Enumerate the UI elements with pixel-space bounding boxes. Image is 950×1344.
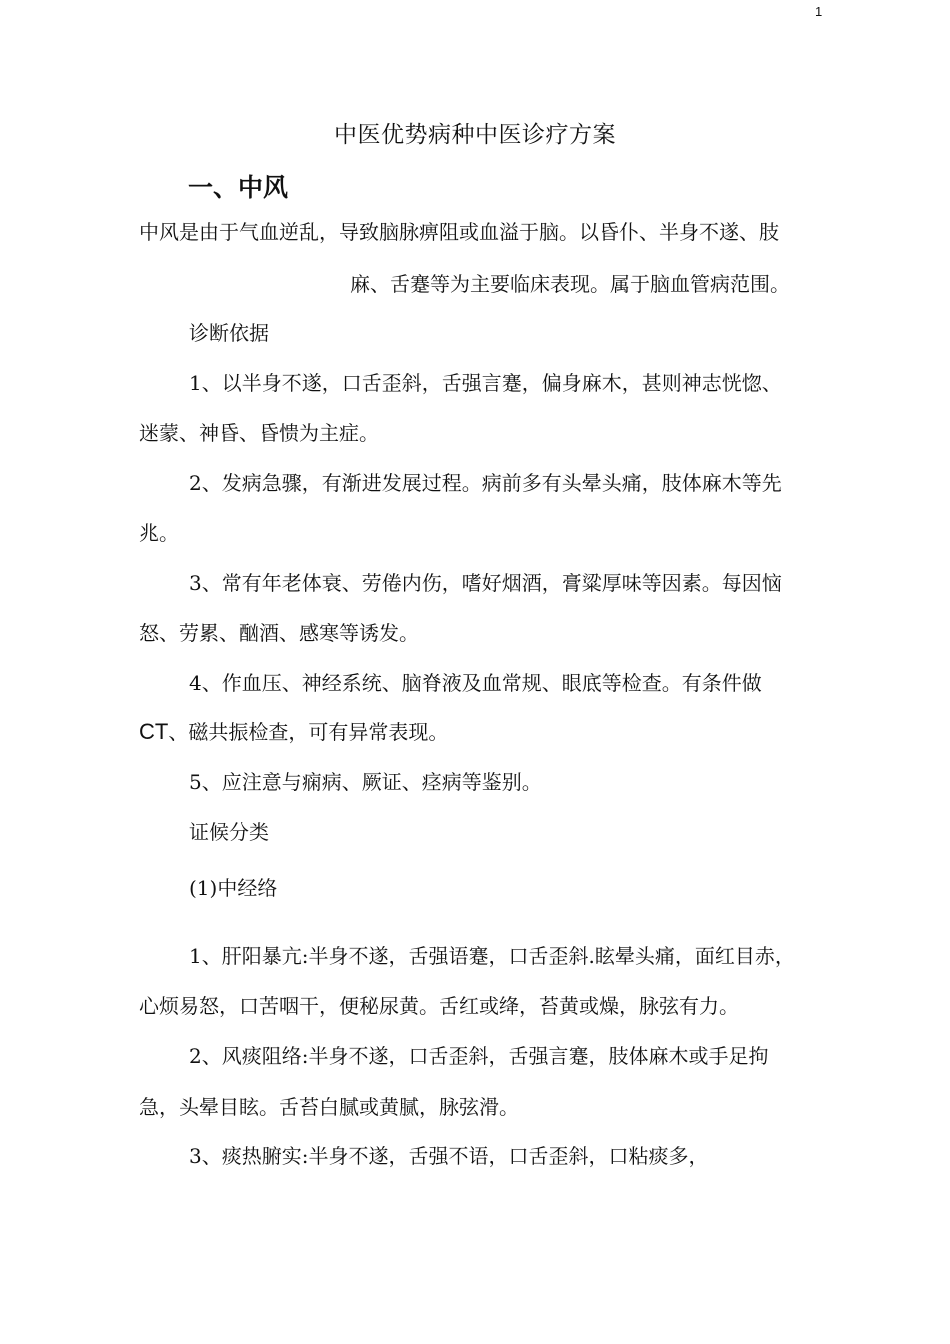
section-heading: 一、中风 — [188, 173, 289, 202]
intro-line-1: 中风是由于气血逆乱，导致脑脉痹阻或血溢于脑。以昏仆、半身不遂、肢 — [139, 220, 779, 244]
page-number: 1 — [815, 4, 823, 19]
diagnosis-item-3-line-2: 怒、劳累、酗酒、感寒等诱发。 — [139, 621, 419, 645]
diagnosis-item-2-line-2: 兆。 — [139, 521, 179, 545]
syndrome-item-2-line-1: 2、风痰阻络:半身不遂，口舌歪斜，舌强言蹇，肢体麻木或手足拘 — [189, 1044, 769, 1068]
syndrome-subheading: (1)中经络 — [189, 876, 278, 900]
syndrome-item-2-line-2: 急，头晕目眩。舌苔白腻或黄腻，脉弦滑。 — [139, 1095, 519, 1119]
diagnosis-heading: 诊断依据 — [189, 321, 269, 345]
document-title: 中医优势病种中医诊疗方案 — [334, 122, 616, 148]
syndrome-heading: 证候分类 — [189, 820, 269, 844]
intro-line-2: 麻、舌蹇等为主要临床表现。属于脑血管病范围。 — [350, 272, 790, 296]
ct-abbreviation: CT — [139, 719, 169, 744]
syndrome-item-1-line-2: 心烦易怒，口苦咽干，便秘尿黄。舌红或绛，苔黄或燥，脉弦有力。 — [139, 994, 739, 1018]
syndrome-item-3-line-1: 3、痰热腑实:半身不遂，舌强不语，口舌歪斜，口粘痰多， — [189, 1144, 709, 1168]
diagnosis-item-4-line-1: 4、作血压、神经系统、脑脊液及血常规、眼底等检查。有条件做 — [189, 671, 762, 695]
diagnosis-item-1-line-2: 迷蒙、神昏、昏愦为主症。 — [139, 421, 379, 445]
diagnosis-item-5: 5、应注意与痫病、厥证、痉病等鉴别。 — [189, 770, 542, 794]
diagnosis-item-2-line-1: 2、发病急骤，有渐进发展过程。病前多有头晕头痛，肢体麻木等先 — [189, 471, 782, 495]
diagnosis-item-3-line-1: 3、常有年老体衰、劳倦内伤，嗜好烟酒，膏粱厚味等因素。每因恼 — [189, 571, 782, 595]
diagnosis-item-1-line-1: 1、以半身不遂，口舌歪斜，舌强言蹇，偏身麻木，甚则神志恍惚、 — [189, 371, 782, 395]
diagnosis-item-4-line-2 — [139, 718, 448, 746]
syndrome-item-1-line-1: 1、肝阳暴亢:半身不遂，舌强语蹇，口舌歪斜.眩晕头痛，面红目赤， — [189, 944, 795, 968]
diagnosis-item-4-line-2-text: 、磁共振检查，可有异常表现。 — [168, 720, 449, 744]
